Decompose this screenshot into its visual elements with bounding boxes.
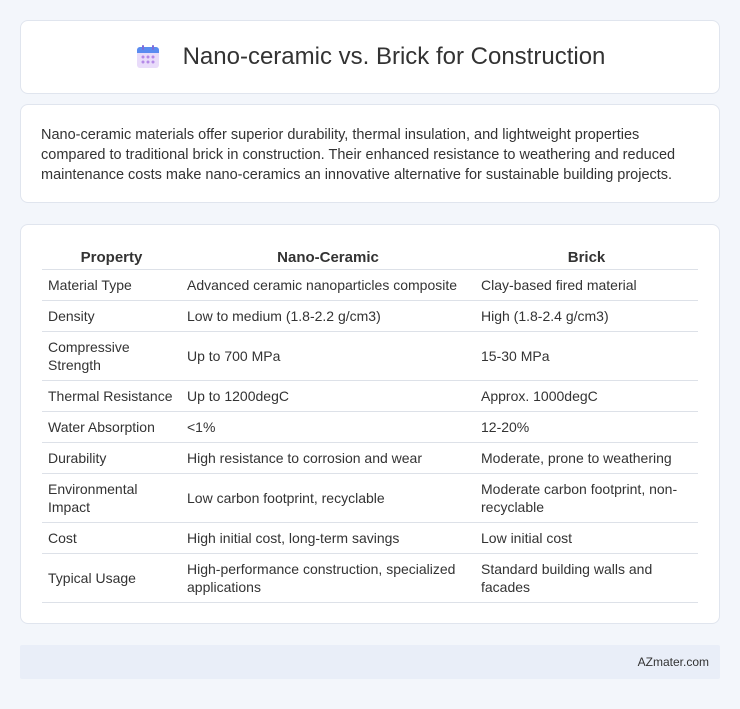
page-title: Nano-ceramic vs. Brick for Construction	[182, 43, 606, 70]
intro-card	[20, 104, 720, 203]
table-row	[42, 269, 698, 300]
cell-property: Thermal Resistance	[42, 380, 181, 411]
table-row	[42, 331, 698, 380]
cell-brick: 15-30 MPa	[475, 331, 698, 380]
cell-nano-ceramic: Low carbon footprint, recyclable	[181, 473, 475, 522]
cell-nano-ceramic: High initial cost, long-term savings	[181, 522, 475, 553]
cell-brick: Approx. 1000degC	[475, 380, 698, 411]
cell-property: Compressive Strength	[42, 331, 181, 380]
comparison-table	[42, 245, 698, 603]
cell-brick: Clay-based fired material	[475, 269, 698, 300]
intro-text: Nano-ceramic materials offer superior durability, thermal insulation, and lightweight properties compared to traditional brick in construction. Their enhanced resistance to weathering and reduced maintenance costs make nano-ceramics an innovative alternative for sustainable building projects.	[41, 127, 676, 183]
cell-brick: Moderate, prone to weathering	[475, 442, 698, 473]
header-brick: Brick	[475, 245, 698, 269]
cell-brick: High (1.8-2.4 g/cm3)	[475, 300, 698, 331]
comparison-table-card	[20, 224, 720, 624]
table-row	[42, 553, 698, 602]
cell-nano-ceramic: Up to 1200degC	[181, 380, 475, 411]
footer-brand: AZmater.com	[637, 655, 709, 669]
cell-nano-ceramic: <1%	[181, 411, 475, 442]
title-card	[20, 20, 720, 94]
cell-property: Durability	[42, 442, 181, 473]
table-header-row	[42, 245, 698, 269]
table-row	[42, 473, 698, 522]
table-row	[42, 522, 698, 553]
cell-brick: Low initial cost	[475, 522, 698, 553]
table-row	[42, 442, 698, 473]
table-row	[42, 411, 698, 442]
cell-brick: Standard building walls and facades	[475, 553, 698, 602]
cell-property: Environmental Impact	[42, 473, 181, 522]
cell-property: Density	[42, 300, 181, 331]
cell-nano-ceramic: High resistance to corrosion and wear	[181, 442, 475, 473]
cell-nano-ceramic: Advanced ceramic nanoparticles composite	[181, 269, 475, 300]
cell-property: Cost	[42, 522, 181, 553]
cell-nano-ceramic: Low to medium (1.8-2.2 g/cm3)	[181, 300, 475, 331]
table-row	[42, 380, 698, 411]
cell-nano-ceramic: High-performance construction, specialized applications	[181, 553, 475, 602]
calendar-icon	[135, 44, 161, 70]
cell-brick: Moderate carbon footprint, non-recyclable	[475, 473, 698, 522]
footer-bar	[20, 645, 720, 679]
cell-property: Typical Usage	[42, 553, 181, 602]
cell-brick: 12-20%	[475, 411, 698, 442]
header-nano-ceramic: Nano-Ceramic	[181, 245, 475, 269]
header-property: Property	[42, 245, 181, 269]
cell-property: Water Absorption	[42, 411, 181, 442]
cell-nano-ceramic: Up to 700 MPa	[181, 331, 475, 380]
cell-property: Material Type	[42, 269, 181, 300]
table-row	[42, 300, 698, 331]
